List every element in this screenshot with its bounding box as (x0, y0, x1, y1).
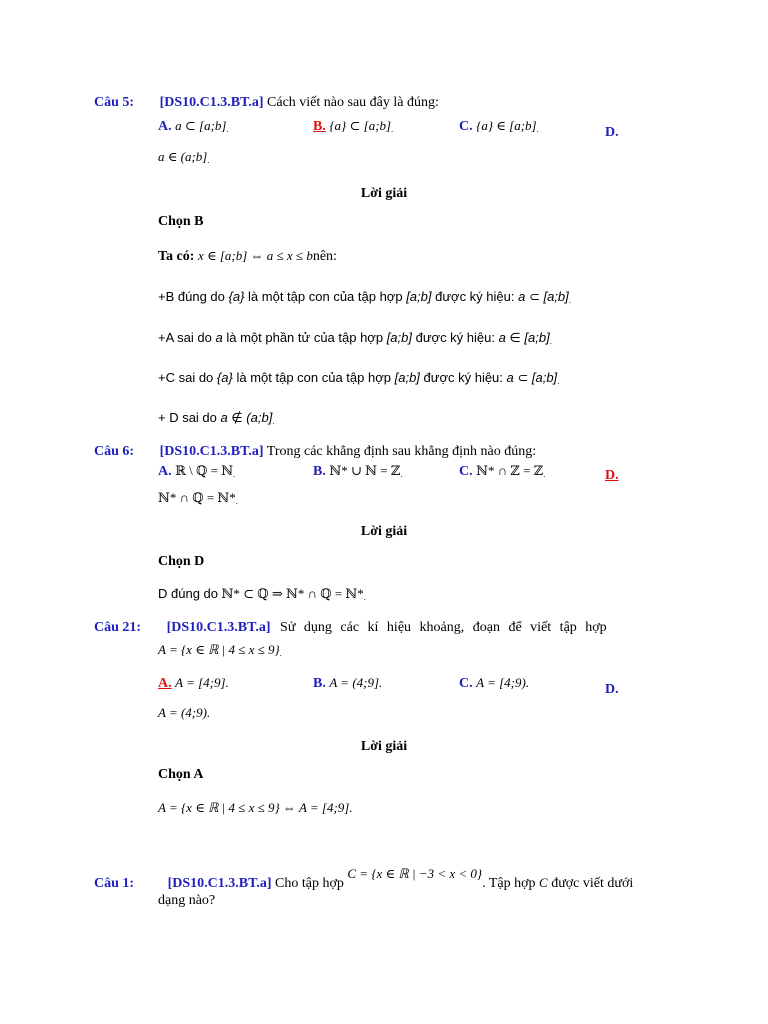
option-b (313, 675, 382, 692)
question-code: [DS10.C1.3.BT.a] (167, 876, 272, 891)
question-text: Cho tập hợp (275, 876, 344, 891)
question-number: Câu 21: (94, 620, 142, 635)
question-number: Câu 6: (94, 444, 135, 459)
option-d (605, 125, 619, 141)
option-label: C. (459, 676, 473, 691)
set-math: C = {x ∈ ℝ | −3 < x < 0} (347, 866, 483, 881)
option-label: D. (605, 125, 619, 140)
question-text: Trong các khẳng định sau khẳng định nào đúng: (266, 444, 537, 459)
option-b: B. {a} ⊂ [a;b]. (313, 118, 394, 134)
option-c: C. {a} ∈ [a;b]. (459, 118, 539, 134)
question-6-header (94, 444, 536, 460)
solution-line: Ta có: x ∈ [a;b] ⇔ a ≤ x ≤ bnên: (158, 248, 337, 264)
question-code: [DS10.C1.3.BT.a] (159, 444, 264, 459)
option-c: C. ℕ* ∩ ℤ = ℤ. (459, 463, 546, 479)
question-code: [DS10.C1.3.BT.a] (166, 620, 271, 635)
question-text: Cách viết nào sau đây là đúng: (267, 95, 439, 110)
option-math: A = (4;9]. (329, 675, 383, 690)
option-label: B. (313, 464, 326, 479)
option-label: A. (158, 464, 172, 479)
solution-line: A = {x ∈ ℝ | 4 ≤ x ≤ 9} ⇔ A = [4;9]. (158, 800, 353, 815)
solution-line: +B đúng do {a} là một tập con của tập hợp [a;b] được ký hiệu: a ⊂ [a;b]. (158, 289, 571, 305)
option-math: ℝ \ ℚ = ℕ (175, 463, 234, 478)
option-label: C. (459, 119, 473, 134)
question-5-header (94, 95, 439, 111)
option-b: B. ℕ* ∪ ℕ = ℤ. (313, 463, 403, 479)
option-math: ℕ* ∪ ℕ = ℤ (329, 463, 401, 478)
solution-line: +A sai do a là một phần tử của tập hợp [a;b] được ký hiệu: a ∈ [a;b]. (158, 330, 552, 346)
question-1-header: Câu 1: [DS10.C1.3.BT.a] Cho tập hợp C = {x ∈ ℝ | −3 < x < 0}. Tập hợp C được viết dưới (94, 866, 634, 891)
option-label-correct: B. (313, 119, 326, 134)
option-a: A. a ⊂ [a;b]. (158, 118, 229, 134)
chosen-answer: Chọn B (158, 214, 204, 229)
option-math: ℕ* ∩ ℤ = ℤ (476, 463, 544, 478)
option-math: ℕ* ∩ ℚ = ℕ* (158, 490, 236, 505)
solution-line: +C sai do {a} là một tập con của tập hợp [a;b] được ký hiệu: a ⊂ [a;b]. (158, 370, 560, 386)
option-d (605, 682, 619, 698)
question-number: Câu 1: (94, 876, 135, 891)
option-math: a ⊂ [a;b] (175, 118, 227, 133)
option-math: A = [4;9). (476, 675, 530, 690)
option-label: B. (313, 676, 326, 691)
chosen-answer: Chọn D (158, 554, 205, 569)
option-d-math: a ∈ (a;b]. (158, 149, 210, 165)
option-a (158, 675, 229, 692)
option-d-math (158, 705, 210, 722)
chosen-answer: Chọn A (158, 767, 204, 782)
question-set: A = {x ∈ ℝ | 4 ≤ x ≤ 9}. (158, 642, 282, 658)
option-label-correct: A. (158, 676, 172, 691)
question-code: [DS10.C1.3.BT.a] (159, 95, 264, 110)
solution-title: Lời giải (360, 186, 408, 201)
option-math: {a} ∈ [a;b] (476, 118, 537, 133)
option-a: A. ℝ \ ℚ = ℕ. (158, 463, 236, 479)
option-label: A. (158, 119, 172, 134)
question-number: Câu 5: (94, 95, 135, 110)
question-21-header (94, 620, 674, 636)
question-text: Sử dụng các kí hiệu khoảng, đoạn để viết tập hợp (280, 620, 607, 635)
option-c (459, 675, 529, 692)
option-label: D. (605, 682, 619, 697)
set-math: A = {x ∈ ℝ | 4 ≤ x ≤ 9} (158, 642, 280, 657)
option-d (605, 468, 619, 484)
option-math: a ∈ (a;b] (158, 149, 208, 164)
solution-title: Lời giải (360, 739, 408, 754)
question-text-line2: dạng nào? (158, 893, 216, 908)
solution-line: + D sai do a ∉ (a;b]. (158, 410, 275, 426)
option-label: C. (459, 464, 473, 479)
solution-title: Lời giải (360, 524, 408, 539)
option-math: A = [4;9]. (175, 675, 229, 690)
solution-line: D đúng do ℕ* ⊂ ℚ ⇒ ℕ* ∩ ℚ = ℕ*. (158, 586, 366, 602)
option-math: A = (4;9). (158, 705, 211, 720)
option-label-correct: D. (605, 468, 619, 483)
option-math: {a} ⊂ [a;b] (329, 118, 392, 133)
option-d-math: ℕ* ∩ ℚ = ℕ*. (158, 490, 238, 506)
